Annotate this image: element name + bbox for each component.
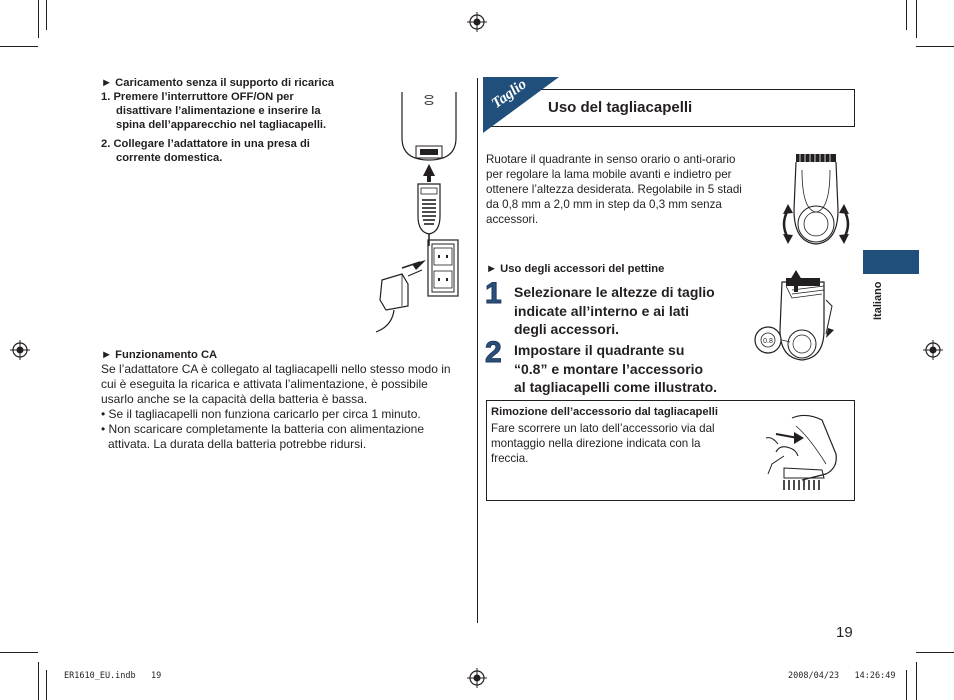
ac-heading: ► Funzionamento CA	[101, 349, 218, 361]
footer-file-info: ER1610_EU.indb 19	[64, 671, 162, 681]
removal-title: Rimozione dell’accessorio dal tagliacapelli	[491, 406, 718, 418]
charging-illustration	[372, 88, 472, 338]
step-2-text	[514, 341, 754, 378]
step-text: 2. Collegare l’adattatore in una presa di	[101, 138, 310, 150]
intro-line: da 0,8 mm a 2,0 mm in step da 0,3 mm senza	[486, 198, 722, 211]
dial-adjust-illustration	[778, 150, 854, 250]
registration-mark-icon	[467, 668, 487, 688]
section-title: Uso del tagliacapelli	[548, 99, 693, 116]
step-text: disattivare l’alimentazione e inserire la	[116, 105, 321, 117]
ac-bullet: • Non scaricare completamente la batteria con alimentazione	[101, 422, 425, 436]
step-text: 1. Premere l’interruttore OFF/ON per	[101, 91, 294, 103]
footer-timestamp: 2008/04/23 14:26:49	[788, 671, 896, 681]
intro-line: ottenere l’altezza desiderata. Regolabile in 5 stadi	[486, 183, 742, 196]
ac-bullet-continued: attivata. La durata della batteria potrebbe ridursi.	[108, 437, 367, 451]
crop-mark	[46, 0, 47, 30]
removal-line: Fare scorrere un lato dell’accessorio via dal	[491, 422, 715, 435]
step-line: “0.8” e montare l’accessorio	[514, 360, 704, 377]
crop-mark	[916, 46, 954, 47]
step-line: Impostare il quadrante su	[514, 342, 685, 358]
intro-line: Ruotare il quadrante in senso orario o anti-orario	[486, 153, 736, 166]
language-tab-label: Italiano	[872, 281, 884, 320]
ac-text: Se l’adattatore CA è collegato al tagliacapelli nello stesso modo in	[101, 362, 451, 376]
ac-text: cui è eseguita la ricarica e attivata l’alimentazione, è possibile	[101, 377, 428, 391]
crop-mark	[38, 662, 39, 700]
intro-line: per regolare la lama mobile avanti e indietro per	[486, 168, 732, 181]
step-text: corrente domestica.	[116, 152, 223, 164]
crop-mark	[0, 652, 38, 653]
crop-mark	[916, 0, 917, 38]
step-2-last-line: al tagliacapelli come illustrato.	[514, 379, 718, 395]
step-line: Selezionare le altezze di taglio	[514, 284, 715, 300]
step-text: spina dell’apparecchio nel tagliacapelli.	[116, 119, 327, 131]
charging-step-2	[101, 137, 371, 165]
ac-bullet: • Se il tagliacapelli non funziona caricarlo per circa 1 minuto.	[101, 407, 421, 421]
crop-mark	[916, 652, 954, 653]
removal-text	[491, 421, 756, 466]
crop-mark	[0, 46, 38, 47]
step-line: degli accessori.	[514, 321, 620, 337]
removal-line: freccia.	[491, 452, 529, 465]
crop-mark	[906, 670, 907, 700]
ac-text: usarlo anche se la capacità della batteria è bassa.	[101, 392, 368, 406]
charging-heading: ► Caricamento senza il supporto di ricarica	[101, 77, 335, 89]
comb-heading: ► Uso degli accessori del pettine	[486, 263, 665, 275]
comb-attach-illustration	[752, 270, 848, 370]
intro-paragraph	[486, 152, 776, 227]
step-line: indicate all’interno e ai lati	[514, 302, 690, 319]
registration-mark-icon	[467, 12, 487, 32]
charging-step-1	[101, 90, 371, 132]
section-tab-label: Taglio	[489, 76, 530, 112]
ac-operation-section	[101, 348, 473, 452]
page-number: 19	[836, 624, 853, 641]
registration-mark-icon	[923, 340, 943, 360]
step-1-text	[514, 283, 744, 339]
language-tab-bar	[863, 250, 919, 274]
crop-mark	[916, 662, 917, 700]
dial-setting-label: 0.8	[763, 338, 773, 345]
crop-mark	[38, 0, 39, 38]
step-1-number: 1	[485, 277, 502, 310]
charging-section	[101, 76, 371, 165]
removal-line: montaggio nella direzione indicata con la	[491, 437, 701, 450]
comb-removal-illustration	[762, 408, 850, 496]
crop-mark	[906, 0, 907, 30]
registration-mark-icon	[10, 340, 30, 360]
intro-line: accessori.	[486, 213, 539, 226]
step-2-number: 2	[485, 336, 502, 369]
crop-mark	[46, 670, 47, 700]
column-divider	[477, 78, 478, 623]
